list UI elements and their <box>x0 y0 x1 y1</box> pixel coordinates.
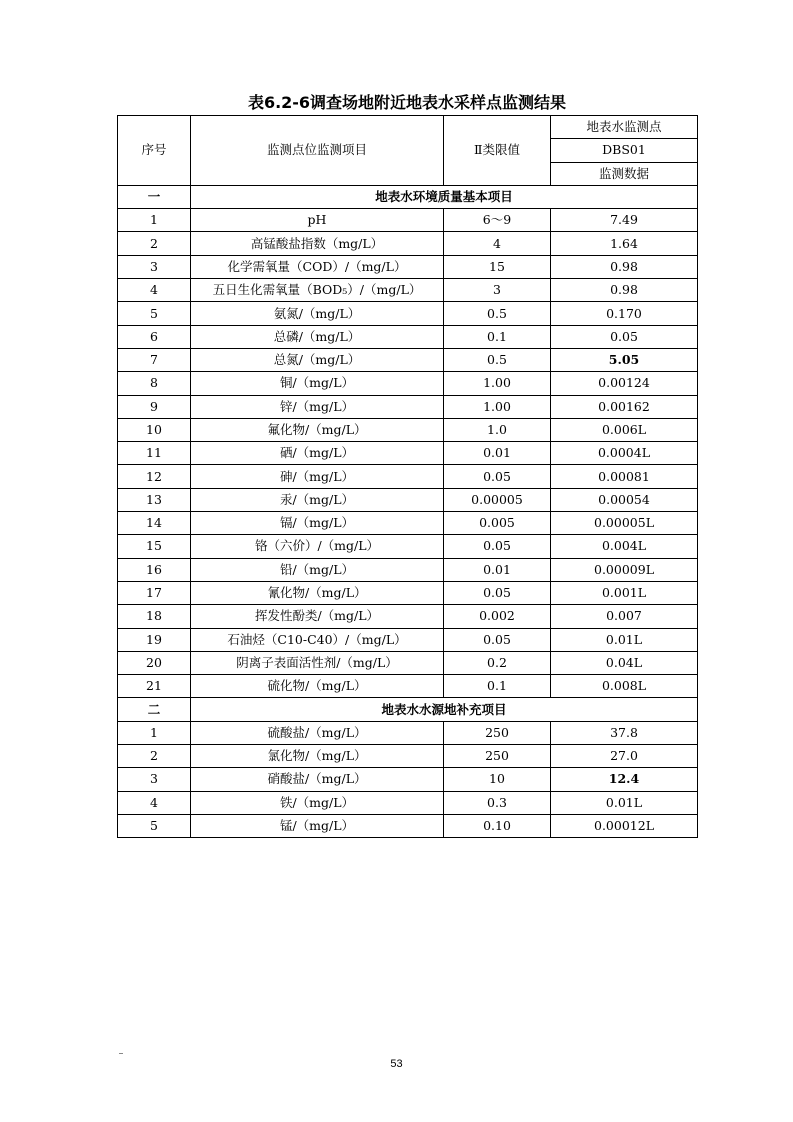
row-seq: 12 <box>118 465 191 488</box>
row-item: 硫酸盐/（mg/L） <box>191 721 444 744</box>
row-item: 硒/（mg/L） <box>191 442 444 465</box>
row-value: 0.00162 <box>551 395 698 418</box>
header-site-group: 地表水监测点 <box>551 116 698 139</box>
row-value: 1.64 <box>551 232 698 255</box>
row-seq: 3 <box>118 768 191 791</box>
table-row <box>118 745 698 768</box>
row-value: 0.98 <box>551 279 698 302</box>
row-value: 37.8 <box>551 721 698 744</box>
row-value: 0.004L <box>551 535 698 558</box>
row-item: pH <box>191 209 444 232</box>
row-item: 五日生化需氧量（BOD₅）/（mg/L） <box>191 279 444 302</box>
table-row <box>118 302 698 325</box>
row-seq: 15 <box>118 535 191 558</box>
row-value: 0.007 <box>551 605 698 628</box>
header-row <box>118 116 698 139</box>
row-seq: 18 <box>118 605 191 628</box>
row-value: 0.05 <box>551 325 698 348</box>
table-row <box>118 209 698 232</box>
row-item: 氟化物/（mg/L） <box>191 418 444 441</box>
row-item: 总磷/（mg/L） <box>191 325 444 348</box>
table-row <box>118 418 698 441</box>
row-limit: 4 <box>444 232 551 255</box>
row-limit: 0.5 <box>444 348 551 371</box>
row-value: 0.008L <box>551 675 698 698</box>
section-seq: 二 <box>118 698 191 721</box>
row-seq: 10 <box>118 418 191 441</box>
row-seq: 4 <box>118 791 191 814</box>
row-item: 石油烃（C10-C40）/（mg/L） <box>191 628 444 651</box>
table-row <box>118 465 698 488</box>
row-limit: 0.01 <box>444 558 551 581</box>
table-row <box>118 395 698 418</box>
row-value: 27.0 <box>551 745 698 768</box>
row-value: 7.49 <box>551 209 698 232</box>
row-value: 0.0004L <box>551 442 698 465</box>
table-row <box>118 721 698 744</box>
row-seq: 5 <box>118 302 191 325</box>
row-limit: 250 <box>444 721 551 744</box>
row-limit: 0.1 <box>444 325 551 348</box>
row-seq: 2 <box>118 232 191 255</box>
table-row <box>118 558 698 581</box>
row-seq: 19 <box>118 628 191 651</box>
table-title: 表6.2-6调查场地附近地表水采样点监测结果 <box>247 93 567 112</box>
row-limit: 3 <box>444 279 551 302</box>
monitoring-results-table <box>117 115 698 838</box>
row-seq: 6 <box>118 325 191 348</box>
row-limit: 0.01 <box>444 442 551 465</box>
section-row <box>118 185 698 208</box>
row-value: 0.00124 <box>551 372 698 395</box>
table-row <box>118 488 698 511</box>
table-row <box>118 814 698 837</box>
section-seq: 一 <box>118 185 191 208</box>
row-item: 镉/（mg/L） <box>191 512 444 535</box>
section-title: 地表水水源地补充项目 <box>191 698 698 721</box>
row-item: 氨氮/（mg/L） <box>191 302 444 325</box>
row-item: 氯化物/（mg/L） <box>191 745 444 768</box>
row-item: 氰化物/（mg/L） <box>191 581 444 604</box>
row-limit: 0.2 <box>444 651 551 674</box>
row-seq: 11 <box>118 442 191 465</box>
row-seq: 7 <box>118 348 191 371</box>
row-value: 0.04L <box>551 651 698 674</box>
row-item: 总氮/（mg/L） <box>191 348 444 371</box>
row-seq: 3 <box>118 255 191 278</box>
row-item: 汞/（mg/L） <box>191 488 444 511</box>
row-limit: 0.00005 <box>444 488 551 511</box>
row-item: 铅/（mg/L） <box>191 558 444 581</box>
row-seq: 9 <box>118 395 191 418</box>
table-row <box>118 768 698 791</box>
table-row <box>118 232 698 255</box>
table-row <box>118 372 698 395</box>
row-value: 0.01L <box>551 791 698 814</box>
header-limit: Ⅱ类限值 <box>444 116 551 186</box>
row-limit: 0.10 <box>444 814 551 837</box>
table-row <box>118 325 698 348</box>
row-seq: 16 <box>118 558 191 581</box>
row-seq: 1 <box>118 209 191 232</box>
row-seq: 4 <box>118 279 191 302</box>
row-limit: 1.00 <box>444 395 551 418</box>
row-limit: 0.5 <box>444 302 551 325</box>
row-seq: 5 <box>118 814 191 837</box>
row-value: 0.00005L <box>551 512 698 535</box>
row-value: 0.01L <box>551 628 698 651</box>
table-row <box>118 605 698 628</box>
table-row <box>118 512 698 535</box>
row-limit: 0.002 <box>444 605 551 628</box>
row-limit: 0.3 <box>444 791 551 814</box>
row-item: 铜/（mg/L） <box>191 372 444 395</box>
row-limit: 1.0 <box>444 418 551 441</box>
row-seq: 20 <box>118 651 191 674</box>
row-item: 挥发性酚类/（mg/L） <box>191 605 444 628</box>
header-site-id: DBS01 <box>551 139 698 162</box>
row-limit: 15 <box>444 255 551 278</box>
table-row <box>118 651 698 674</box>
row-item: 高锰酸盐指数（mg/L） <box>191 232 444 255</box>
row-limit: 0.005 <box>444 512 551 535</box>
table-row <box>118 255 698 278</box>
header-item: 监测点位监测项目 <box>191 116 444 186</box>
table-row <box>118 348 698 371</box>
row-item: 锌/（mg/L） <box>191 395 444 418</box>
row-limit: 0.05 <box>444 628 551 651</box>
page-number: 53 <box>390 1058 403 1070</box>
row-seq: 17 <box>118 581 191 604</box>
row-value: 0.00081 <box>551 465 698 488</box>
table-row <box>118 791 698 814</box>
row-limit: 0.05 <box>444 581 551 604</box>
row-item: 硝酸盐/（mg/L） <box>191 768 444 791</box>
table-row <box>118 628 698 651</box>
row-value: 0.00054 <box>551 488 698 511</box>
table-row <box>118 675 698 698</box>
row-item: 锰/（mg/L） <box>191 814 444 837</box>
row-value: 12.4 <box>551 768 698 791</box>
table-row <box>118 442 698 465</box>
row-seq: 1 <box>118 721 191 744</box>
row-limit: 250 <box>444 745 551 768</box>
row-seq: 21 <box>118 675 191 698</box>
row-seq: 13 <box>118 488 191 511</box>
row-item: 砷/（mg/L） <box>191 465 444 488</box>
row-limit: 10 <box>444 768 551 791</box>
row-item: 化学需氧量（COD）/（mg/L） <box>191 255 444 278</box>
row-item: 铬（六价）/（mg/L） <box>191 535 444 558</box>
row-value: 5.05 <box>551 348 698 371</box>
row-seq: 2 <box>118 745 191 768</box>
row-value: 0.170 <box>551 302 698 325</box>
row-limit: 6～9 <box>444 209 551 232</box>
section-title: 地表水环境质量基本项目 <box>191 185 698 208</box>
page-mark <box>119 1053 123 1054</box>
row-item: 阴离子表面活性剂/（mg/L） <box>191 651 444 674</box>
row-limit: 0.1 <box>444 675 551 698</box>
table-row <box>118 535 698 558</box>
header-data-label: 监测数据 <box>551 162 698 185</box>
row-limit: 0.05 <box>444 535 551 558</box>
table-row <box>118 279 698 302</box>
row-item: 硫化物/（mg/L） <box>191 675 444 698</box>
row-value: 0.98 <box>551 255 698 278</box>
row-limit: 0.05 <box>444 465 551 488</box>
row-value: 0.001L <box>551 581 698 604</box>
row-value: 0.00012L <box>551 814 698 837</box>
section-row <box>118 698 698 721</box>
row-value: 0.00009L <box>551 558 698 581</box>
row-value: 0.006L <box>551 418 698 441</box>
row-item: 铁/（mg/L） <box>191 791 444 814</box>
header-seq: 序号 <box>118 116 191 186</box>
row-limit: 1.00 <box>444 372 551 395</box>
row-seq: 8 <box>118 372 191 395</box>
row-seq: 14 <box>118 512 191 535</box>
table-row <box>118 581 698 604</box>
